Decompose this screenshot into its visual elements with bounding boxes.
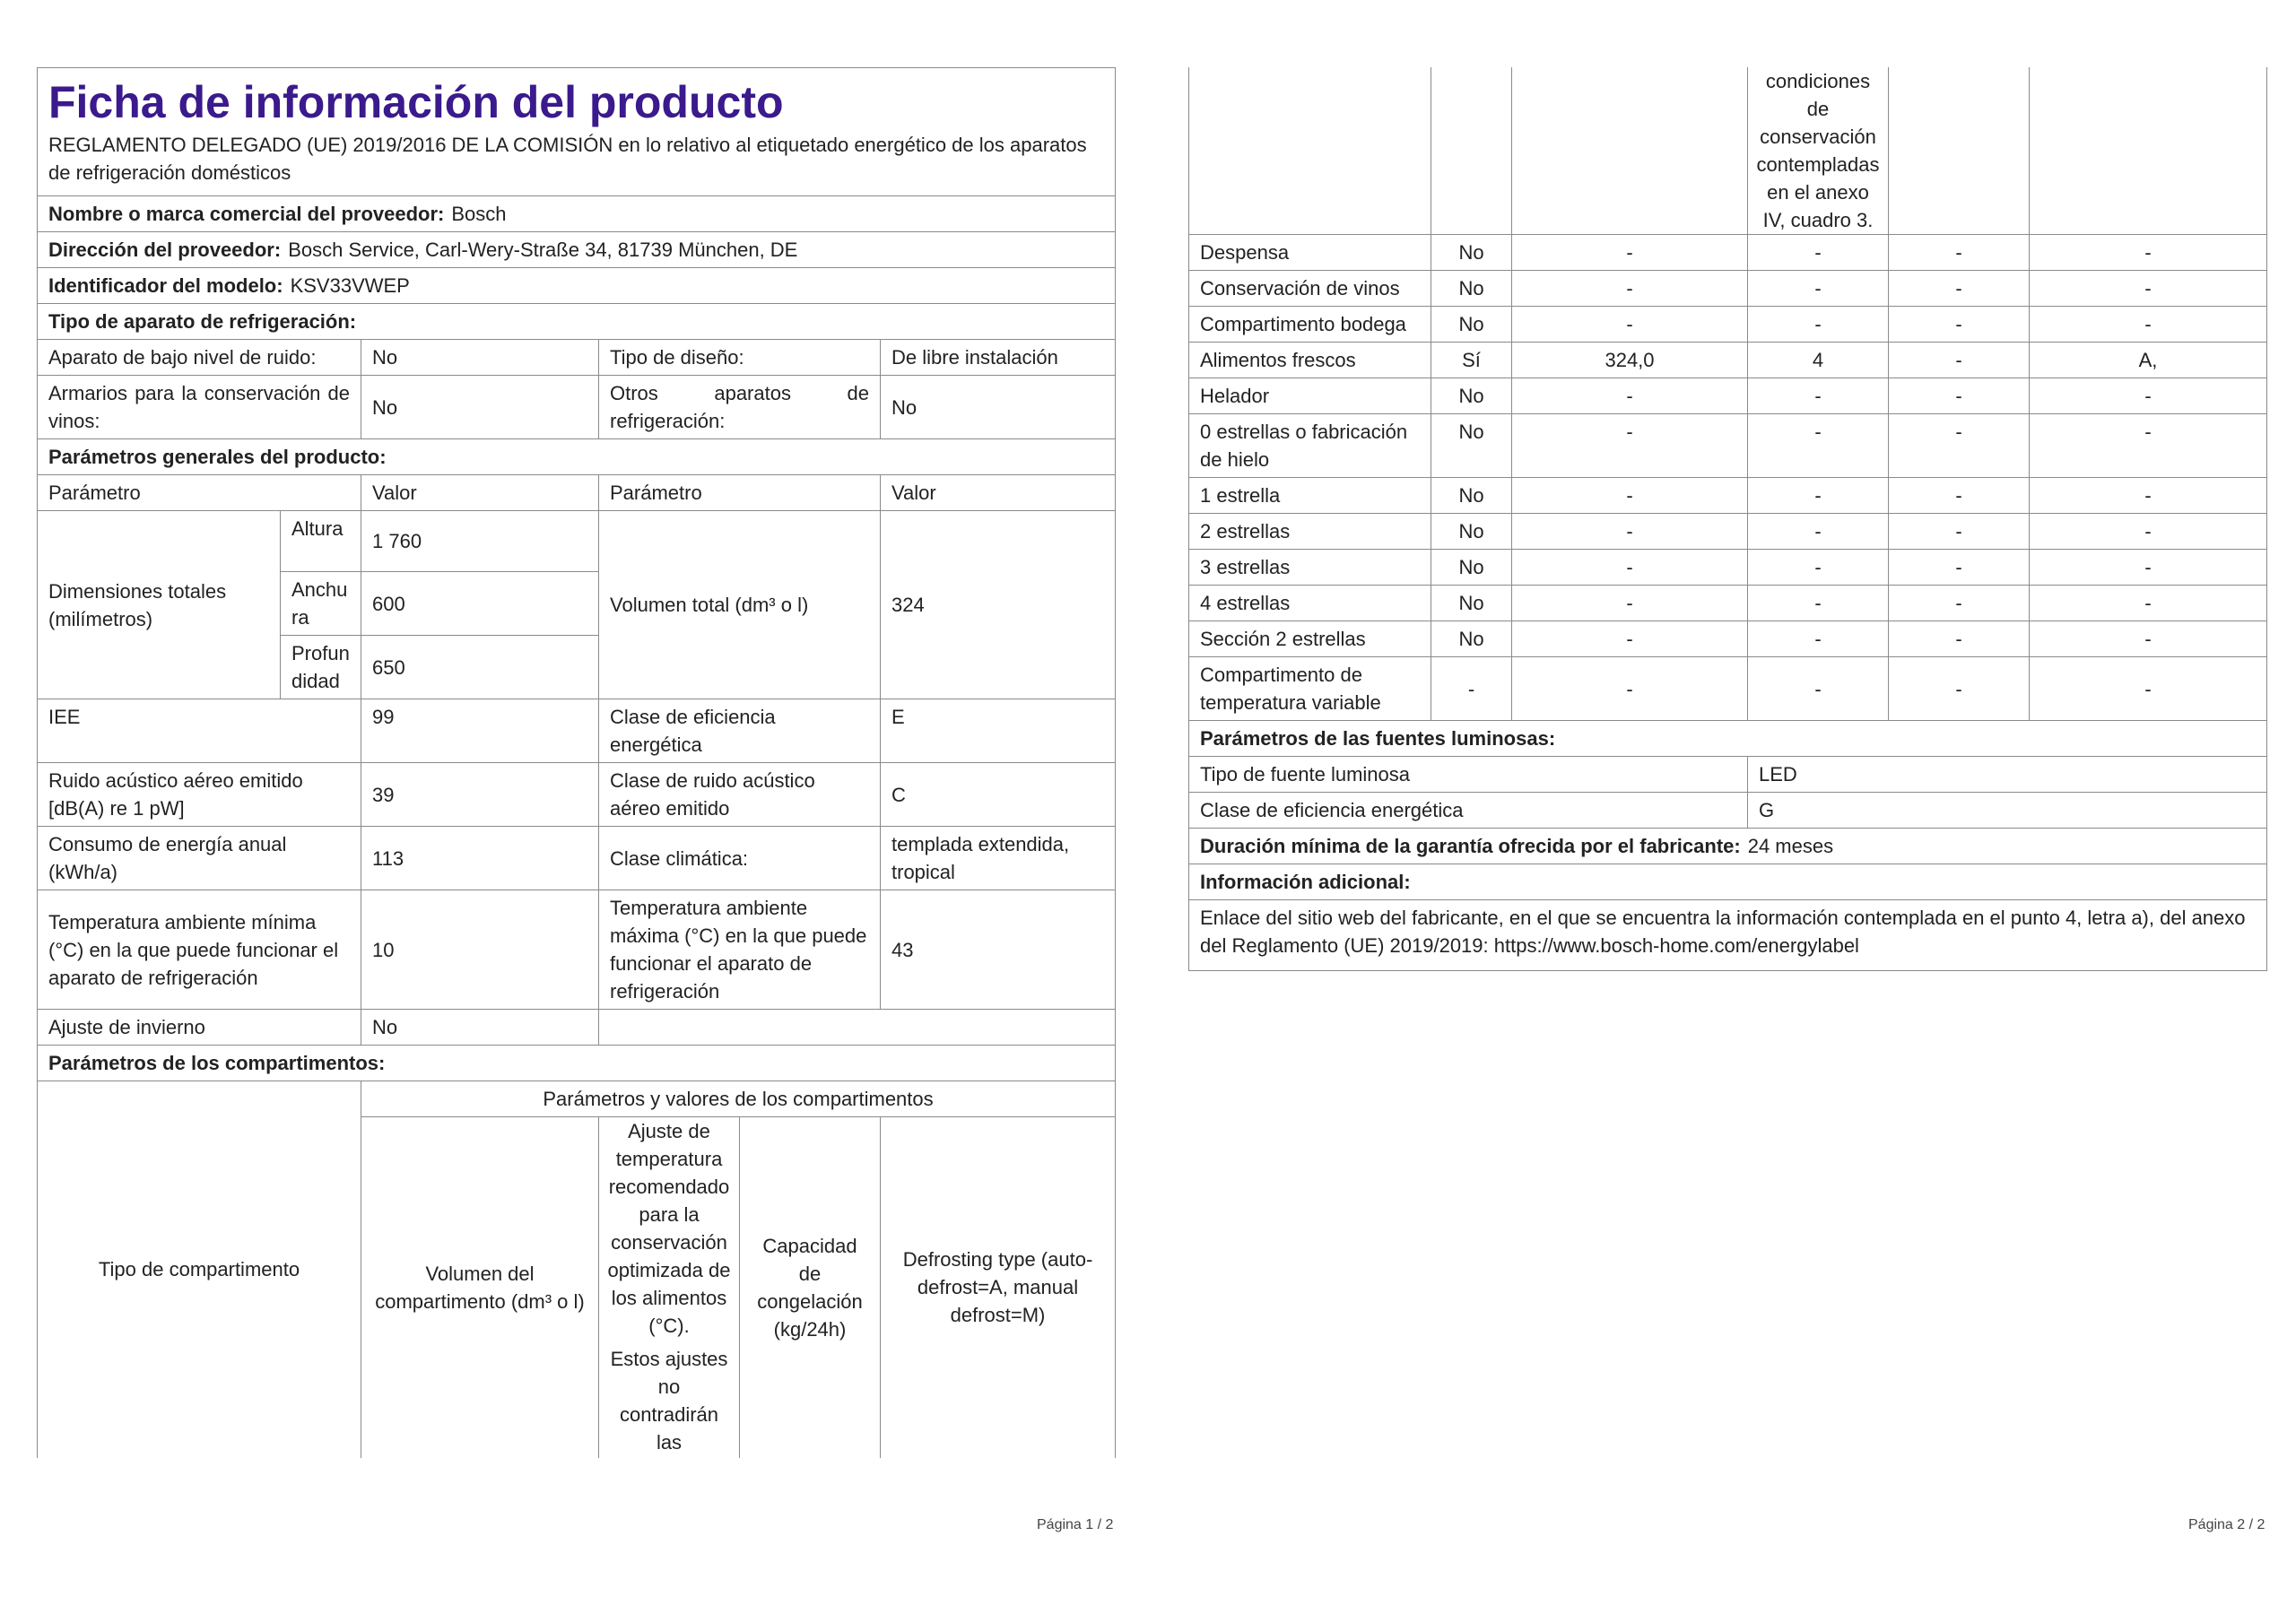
- supplier-address-row: Dirección del proveedor: Bosch Service, Carl-Wery-Straße 34, 81739 München, DE: [38, 232, 1116, 268]
- design-type-value: De libre instalación: [881, 340, 1116, 376]
- depth-value: 650: [361, 636, 599, 699]
- value-col-header: Valor: [361, 475, 599, 511]
- page-title: Ficha de información del producto: [48, 77, 784, 127]
- additional-info-text: Enlace del sitio web del fabricante, en el que se encuentra la información contemplada en el punto 4, letra a), del anexo del Reglamento (UE) 2019/2019: https://www.bosch-home.com/energylabel: [1189, 900, 2267, 971]
- compartment-temp: -: [1748, 414, 1889, 478]
- page-1: [37, 67, 1115, 1458]
- compartment-temp: -: [1748, 514, 1889, 550]
- compartment-row: [1189, 621, 2267, 657]
- compartment-present: No: [1431, 621, 1512, 657]
- compartment-volume: -: [1512, 586, 1748, 621]
- compartment-row: [1189, 271, 2267, 307]
- compartment-name: Conservación de vinos: [1189, 271, 1431, 307]
- temp-setting-header-continued: condiciones de conservación contempladas en el anexo IV, cuadro 3.: [1748, 67, 1889, 235]
- supplier-name-row: Nombre o marca comercial del proveedor: Bosch: [38, 196, 1116, 232]
- compartment-defrost: -: [2030, 378, 2267, 414]
- annual-energy-value: 113: [361, 827, 599, 890]
- height-value: 1 760: [361, 511, 599, 572]
- temp-setting-header-note: Estos ajustes no contradirán las: [610, 1348, 728, 1454]
- value-col-header: Valor: [881, 475, 1116, 511]
- compartment-freezing: -: [1889, 307, 2030, 343]
- compartment-volume: -: [1512, 307, 1748, 343]
- noise-label: Ruido acústico aéreo emitido [dB(A) re 1 pW]: [38, 763, 361, 827]
- compartment-present: No: [1431, 235, 1512, 271]
- compartment-type-header: Tipo de compartimento: [38, 1081, 361, 1458]
- page-number: Página 2 / 2: [2188, 1517, 2266, 1532]
- energy-class-label: Clase de eficiencia energética: [599, 699, 881, 763]
- compartment-defrost: -: [2030, 621, 2267, 657]
- compartment-name: Helador: [1189, 378, 1431, 414]
- max-temp-label: Temperatura ambiente máxima (°C) en la que puede funcionar el aparato de refrigeración: [599, 890, 881, 1010]
- min-temp-value: 10: [361, 890, 599, 1010]
- compartment-volume: -: [1512, 235, 1748, 271]
- compartment-present: No: [1431, 478, 1512, 514]
- compartment-defrost: -: [2030, 307, 2267, 343]
- wine-storage-value: No: [361, 376, 599, 439]
- compartment-freezing: -: [1889, 271, 2030, 307]
- total-volume-label: Volumen total (dm³ o l): [599, 511, 881, 699]
- eei-value: 99: [361, 699, 599, 763]
- defrost-type-header: Defrosting type (auto-defrost=A, manual defrost=M): [881, 1117, 1116, 1458]
- compartment-defrost: -: [2030, 514, 2267, 550]
- compartment-defrost: -: [2030, 550, 2267, 586]
- height-label: Altura: [281, 511, 361, 572]
- compartment-volume: -: [1512, 514, 1748, 550]
- design-type-label: Tipo de diseño:: [599, 340, 881, 376]
- compartment-row: [1189, 343, 2267, 378]
- compartment-name: Compartimento bodega: [1189, 307, 1431, 343]
- compartment-name: Alimentos frescos: [1189, 343, 1431, 378]
- compartment-freezing: -: [1889, 657, 2030, 721]
- compartment-temp: -: [1748, 657, 1889, 721]
- depth-label: Profundidad: [281, 636, 361, 699]
- width-value: 600: [361, 572, 599, 636]
- other-appliance-label: Otros aparatos de refrigeración:: [599, 376, 881, 439]
- compartment-temp: -: [1748, 586, 1889, 621]
- compartment-defrost: -: [2030, 586, 2267, 621]
- compartment-volume: -: [1512, 378, 1748, 414]
- compartment-present: No: [1431, 414, 1512, 478]
- model-id-row: Identificador del modelo: KSV33VWEP: [38, 268, 1116, 304]
- compartment-volume: -: [1512, 657, 1748, 721]
- freezing-capacity-header: Capacidad de congelación (kg/24h): [740, 1117, 881, 1458]
- winter-value: No: [361, 1010, 599, 1046]
- param-col-header: Parámetro: [38, 475, 361, 511]
- compartment-temp: -: [1748, 378, 1889, 414]
- noise-class-label: Clase de ruido acústico aéreo emitido: [599, 763, 881, 827]
- compartment-freezing: -: [1889, 235, 2030, 271]
- min-temp-label: Temperatura ambiente mínima (°C) en la que puede funcionar el aparato de refrigeración: [38, 890, 361, 1010]
- compartment-name: Sección 2 estrellas: [1189, 621, 1431, 657]
- warranty-row: Duración mínima de la garantía ofrecida por el fabricante: 24 meses: [1189, 829, 2267, 864]
- winter-label: Ajuste de invierno: [38, 1010, 361, 1046]
- light-source-heading: Parámetros de las fuentes luminosas:: [1189, 721, 2267, 757]
- compartment-freezing: -: [1889, 514, 2030, 550]
- light-type-label: Tipo de fuente luminosa: [1189, 757, 1748, 793]
- compartment-volume: -: [1512, 478, 1748, 514]
- regulation-subtitle: REGLAMENTO DELEGADO (UE) 2019/2016 DE LA COMISIÓN en lo relativo al etiquetado energético de los aparatos de refrigeración domésticos: [48, 134, 1087, 184]
- compartment-freezing: -: [1889, 343, 2030, 378]
- compartment-volume: -: [1512, 271, 1748, 307]
- compartment-row: [1189, 307, 2267, 343]
- light-class-value: G: [1748, 793, 2267, 829]
- compartment-present: No: [1431, 586, 1512, 621]
- compartment-defrost: -: [2030, 657, 2267, 721]
- compartment-freezing: -: [1889, 414, 2030, 478]
- compartment-present: No: [1431, 307, 1512, 343]
- compartment-temp: -: [1748, 550, 1889, 586]
- compartment-present: No: [1431, 271, 1512, 307]
- compartment-row: [1189, 514, 2267, 550]
- noise-value: 39: [361, 763, 599, 827]
- compartment-freezing: -: [1889, 586, 2030, 621]
- low-noise-value: No: [361, 340, 599, 376]
- noise-class-value: C: [881, 763, 1116, 827]
- compartment-present: No: [1431, 514, 1512, 550]
- compartment-temp: -: [1748, 271, 1889, 307]
- compartment-volume: -: [1512, 621, 1748, 657]
- compartment-row: [1189, 657, 2267, 721]
- compartment-freezing: -: [1889, 478, 2030, 514]
- compartment-defrost: -: [2030, 478, 2267, 514]
- light-class-label: Clase de eficiencia energética: [1189, 793, 1748, 829]
- compartment-defrost: -: [2030, 235, 2267, 271]
- compartment-freezing: -: [1889, 621, 2030, 657]
- eei-label: IEE: [38, 699, 361, 763]
- compartment-volume: 324,0: [1512, 343, 1748, 378]
- page-number: Página 1 / 2: [1037, 1517, 1114, 1532]
- compartment-present: No: [1431, 550, 1512, 586]
- appliance-type-heading: Tipo de aparato de refrigeración:: [38, 304, 1116, 340]
- compartment-row: [1189, 378, 2267, 414]
- compartment-defrost: -: [2030, 271, 2267, 307]
- compartment-volume: -: [1512, 550, 1748, 586]
- product-info-table: [37, 67, 1116, 1458]
- low-noise-label: Aparato de bajo nivel de ruido:: [38, 340, 361, 376]
- compartment-name: Compartimento de temperatura variable: [1189, 657, 1431, 721]
- page-2: [1188, 67, 2266, 971]
- compartment-row: [1189, 478, 2267, 514]
- annual-energy-label: Consumo de energía anual (kWh/a): [38, 827, 361, 890]
- compartment-name: 1 estrella: [1189, 478, 1431, 514]
- compartment-name: 4 estrellas: [1189, 586, 1431, 621]
- additional-info-heading: Información adicional:: [1189, 864, 2267, 900]
- compartment-name: 2 estrellas: [1189, 514, 1431, 550]
- width-label: Anchura: [281, 572, 361, 636]
- compartment-name: 3 estrellas: [1189, 550, 1431, 586]
- general-params-heading: Parámetros generales del producto:: [38, 439, 1116, 475]
- max-temp-value: 43: [881, 890, 1116, 1010]
- param-col-header: Parámetro: [599, 475, 881, 511]
- compartment-name: Despensa: [1189, 235, 1431, 271]
- compartment-name: 0 estrellas o fabricación de hielo: [1189, 414, 1431, 478]
- compartment-row: [1189, 586, 2267, 621]
- compartment-rows: [1189, 235, 2267, 721]
- compartment-present: No: [1431, 378, 1512, 414]
- compartment-temp: -: [1748, 478, 1889, 514]
- compartment-temp: 4: [1748, 343, 1889, 378]
- compartment-params-header: Parámetros y valores de los compartimentos: [361, 1081, 1116, 1117]
- compartments-heading: Parámetros de los compartimentos:: [38, 1046, 1116, 1081]
- compartment-defrost: -: [2030, 414, 2267, 478]
- climate-class-value: templada extendida, tropical: [881, 827, 1116, 890]
- compartment-defrost: A,: [2030, 343, 2267, 378]
- compartment-freezing: -: [1889, 378, 2030, 414]
- compartment-temp: -: [1748, 307, 1889, 343]
- compartment-row: [1189, 550, 2267, 586]
- temp-setting-header: Ajuste de temperatura recomendado para la conservación optimizada de los alimentos (°C).: [607, 1120, 731, 1337]
- compartments-table: [1188, 67, 2267, 971]
- volume-header: Volumen del compartimento (dm³ o l): [361, 1117, 599, 1458]
- other-appliance-value: No: [881, 376, 1116, 439]
- light-type-value: LED: [1748, 757, 2267, 793]
- compartment-volume: -: [1512, 414, 1748, 478]
- climate-class-label: Clase climática:: [599, 827, 881, 890]
- compartment-temp: -: [1748, 621, 1889, 657]
- total-volume-value: 324: [881, 511, 1116, 699]
- compartment-present: Sí: [1431, 343, 1512, 378]
- compartment-row: [1189, 235, 2267, 271]
- compartment-freezing: -: [1889, 550, 2030, 586]
- compartment-present: -: [1431, 657, 1512, 721]
- wine-storage-label: Armarios para la conservación de vinos:: [38, 376, 361, 439]
- compartment-row: [1189, 414, 2267, 478]
- compartment-temp: -: [1748, 235, 1889, 271]
- energy-class-value: E: [881, 699, 1116, 763]
- dimensions-label: Dimensiones totales (milímetros): [38, 511, 281, 699]
